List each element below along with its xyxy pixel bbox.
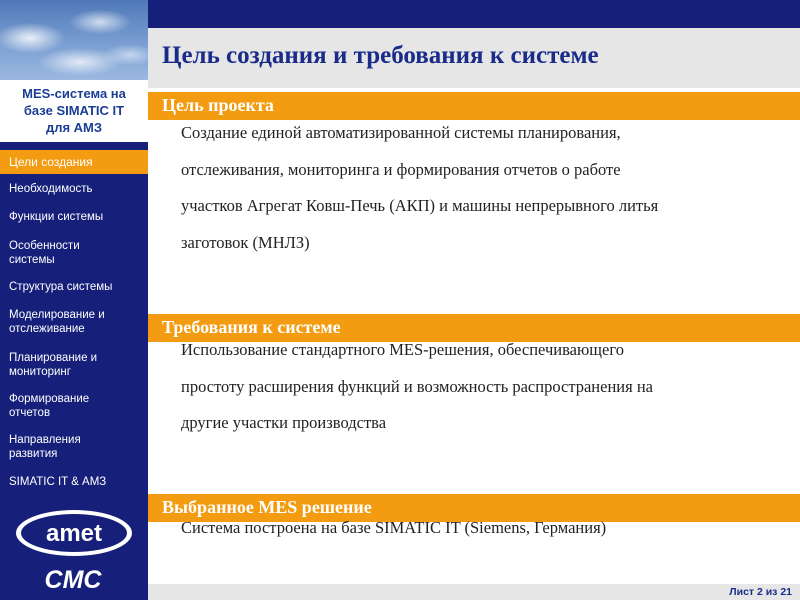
sidebar-item-features[interactable]: Особенности системы: [9, 240, 80, 266]
sidebar-item-directions[interactable]: Направления развития: [9, 434, 81, 460]
page-title: Цель создания и требования к системе: [162, 42, 599, 69]
section-mes-solution-body: [181, 510, 771, 547]
footer: [148, 584, 800, 600]
section-goal-line: заготовок (МНЛЗ): [181, 232, 310, 252]
section-mes-solution-heading: Выбранное MES решение: [162, 497, 372, 517]
sidebar-item-simatic-amz[interactable]: SIMATIC IT & АМЗ: [9, 476, 107, 488]
section-goal-body: [181, 115, 771, 261]
title-panel: [148, 28, 800, 88]
section-goal-line: отслеживания, мониторинга и формирования отчетов о работе: [181, 159, 621, 179]
top-bar: [148, 0, 800, 28]
section-requirements-body: [181, 332, 771, 442]
sidebar-item-structure[interactable]: Структура системы: [9, 281, 113, 293]
section-requirements-line: простоту расширения функций и возможность распространения на: [181, 376, 653, 396]
section-goal-line: Создание единой автоматизированной системы планирования,: [181, 123, 621, 142]
sidebar-item-functions[interactable]: Функции системы: [9, 211, 104, 223]
cmc-logo: [30, 566, 116, 592]
sidebar-item-goals[interactable]: Цели создания: [0, 150, 148, 174]
brand-panel: [0, 80, 148, 142]
section-goal-heading: Цель проекта: [162, 95, 274, 115]
section-mes-solution-line: Система построена на базе SIMATIC IT (Siemens, Германия): [181, 518, 607, 537]
sky-header-image: [0, 0, 148, 80]
brand-title: MES-система на базе SIMATIC IT для АМЗ: [22, 86, 126, 135]
section-requirements-line: Использование стандартного MES-решения, обеспечивающего: [181, 340, 624, 359]
cmc-logo-text: CMC: [44, 566, 102, 592]
amet-logo: [14, 508, 134, 558]
section-goal-line: участков Агрегат Ковш-Печь (АКП) и машины непрерывного литья: [181, 196, 659, 215]
sidebar-item-planning[interactable]: Планирование и мониторинг: [9, 352, 98, 378]
sidebar: [0, 0, 148, 600]
sidebar-item-necessity[interactable]: Необходимость: [9, 183, 93, 195]
section-requirements-heading: Требования к системе: [162, 317, 341, 337]
amet-logo-text: amet: [45, 520, 103, 547]
page-counter: Лист 2 из 21: [729, 586, 792, 598]
sidebar-item-reports[interactable]: Формирование отчетов: [9, 393, 90, 419]
sidebar-item-modeling[interactable]: Моделирование и отслеживание: [9, 309, 105, 335]
section-requirements-line: другие участки производства: [181, 413, 387, 432]
